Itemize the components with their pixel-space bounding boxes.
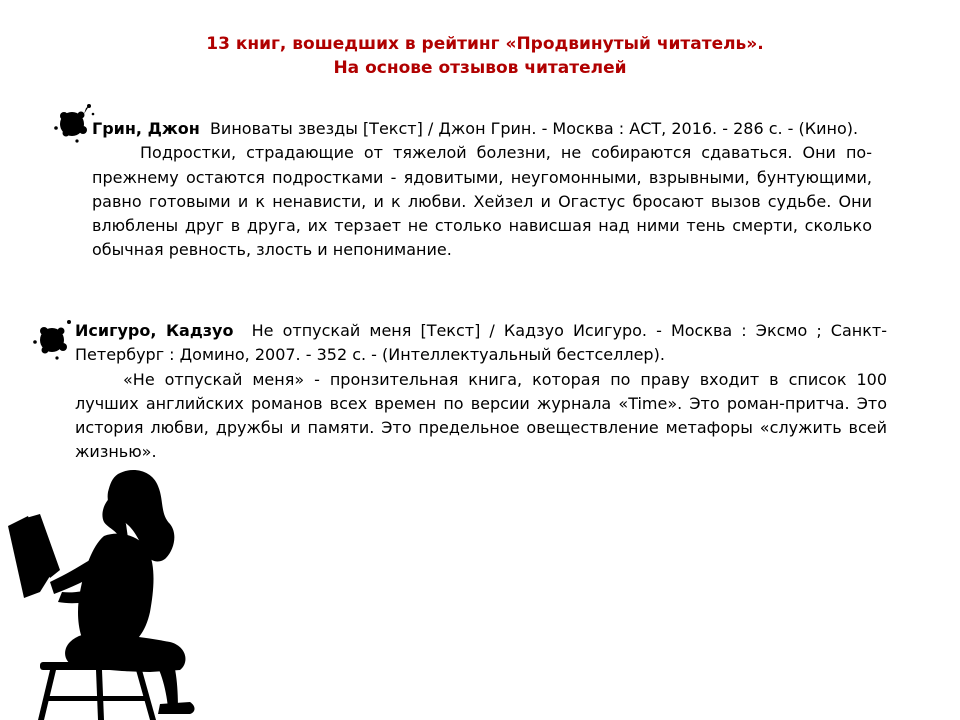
title-line-1: 13 книг, вошедших в рейтинг «Продвинутый читатель». xyxy=(206,34,764,54)
citation-text: Не отпускай меня [Текст] / Кадзуо Исигуро. - Москва : Эксмо ; Санкт-Петербург : Домино, 2007. - 352 с. - (Интеллектуальный бестселлер). xyxy=(75,321,888,365)
book-author: Исигуро, Кадзуо xyxy=(75,321,234,340)
book-entry xyxy=(92,117,872,263)
book-citation xyxy=(75,319,887,368)
book-citation xyxy=(92,117,872,141)
reading-woman-silhouette-icon xyxy=(0,466,240,720)
title-line-2: На основе отзывов читателей xyxy=(333,58,627,78)
book-author: Грин, Джон xyxy=(92,119,200,138)
citation-text: Виноваты звезды [Текст] / Джон Грин. - Москва : АСТ, 2016. - 286 с. - (Кино). xyxy=(209,119,859,138)
book-entry xyxy=(75,319,887,465)
page-title xyxy=(0,32,960,80)
book-annotation: «Не отпускай меня» - пронзительная книга, которая по праву входит в список 100 лучших английских романов всех времен по версии журнала «Time». Это роман-притча. Это история любви, дружбы и памяти. Это предельное овеществление метафоры «служить всей жизнью». xyxy=(75,369,887,462)
book-annotation: Подростки, страдающие от тяжелой болезни, не собираются сдаваться. Они по-прежнему остаются подростками - ядовитыми, неугомонными, взрывными, бунтующими, равно готовыми и к ненависти, и к любви. Хейзел и Огастус бросают вызов судьбе. Они влюблены друг в друга, их терзает не столько нависшая над ними тень смерти, сколько обычная ревность, злость и непонимание. xyxy=(92,143,872,260)
ink-blot-icon xyxy=(28,316,78,366)
